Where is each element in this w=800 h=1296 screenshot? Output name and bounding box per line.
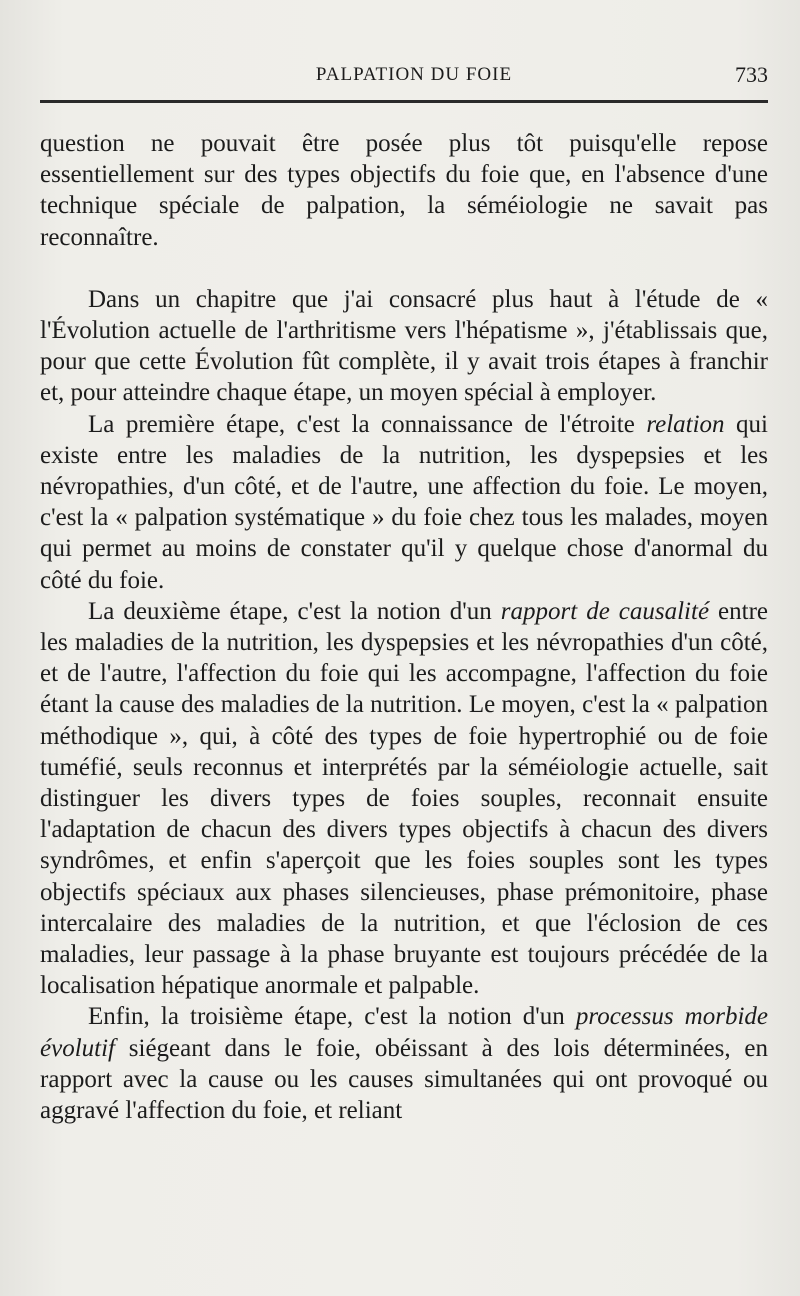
page-number: 733 xyxy=(735,62,768,87)
emphasis-text: rapport de causalité xyxy=(500,597,710,625)
paragraph-text: siégeant dans le foie, obéissant à des lois déterminées, en rapport avec la cause ou les causes simultanées qui ont provoqué ou aggravé l'affection du foie, et reliant xyxy=(40,1034,768,1125)
emphasis-text: relation xyxy=(646,410,725,438)
paragraph-third-step xyxy=(40,1001,768,1126)
paragraph-evolution xyxy=(40,284,768,409)
paragraph-second-step xyxy=(40,596,768,1002)
paragraph-text: Enfin, la troisième étape, c'est la notion d'un xyxy=(88,1003,576,1031)
emphasis-text: processus morbide évolutif xyxy=(40,1003,768,1062)
paragraph-continuation xyxy=(40,128,768,253)
paragraph-text: Dans un chapitre que j'ai consacré plus haut à l'étude de « l'Évolution actuelle de l'arthritisme vers l'hépatisme », j'établissais que, pour que cette Évolution fût complète, il y avait trois étapes à franchir et, pour atteindre chaque étape, un moyen spécial à employer. xyxy=(40,285,768,407)
running-title: PALPATION DU FOIE xyxy=(315,64,513,85)
paragraph-text: qui existe entre les maladies de la nutrition, les dyspepsies et les névropathies, d'un côté, et de l'autre, une affection du foie. Le moyen, c'est la « palpation systématique » du foie chez tous les malades, moyen qui permet au moins de constater qu'il y quelque chose d'anormal du côté du foie. xyxy=(40,410,768,594)
paragraph-text: La première étape, c'est la connaissance de l'étroite xyxy=(88,410,647,438)
page-header xyxy=(40,62,768,92)
paragraph-text: entre les maladies de la nutrition, les dyspepsies et les névropathies d'un côté, et de l'autre, l'affection du foie qui les accompagne, l'affection du foie étant la cause des maladies de la nutrition. Le moyen, c'est la « palpation méthodique », qui, à côté des types de foie hypertrophié ou de foie tuméfié, seuls reconnus et interprétés par la séméiologie actuelle, sait distinguer les divers types de foies souples, reconnait ensuite l'adaptation de chacun des divers types objectifs à chacun des divers syndrômes, et enfin s'aperçoit que les foies souples sont les types objectifs spéciaux aux phases silencieuses, phase prémonitoire, phase intercalaire des maladies de la nutrition, et que l'éclosion de ces maladies, leur passage à la phase bruyante est toujours précédée de la localisation hépatique anormale et palpable. xyxy=(40,597,769,1000)
paragraph-first-step xyxy=(40,409,768,596)
paragraph-text: La deuxième étape, c'est la notion d'un xyxy=(88,597,501,625)
paragraph-text: question ne pouvait être posée plus tôt puisqu'elle repose essentiellement sur des types objectifs du foie que, en l'absence d'une technique spéciale de palpation, la séméiologie ne savait pas reconnaître. xyxy=(40,130,768,251)
body-text xyxy=(40,128,768,1126)
header-rule xyxy=(40,100,768,103)
